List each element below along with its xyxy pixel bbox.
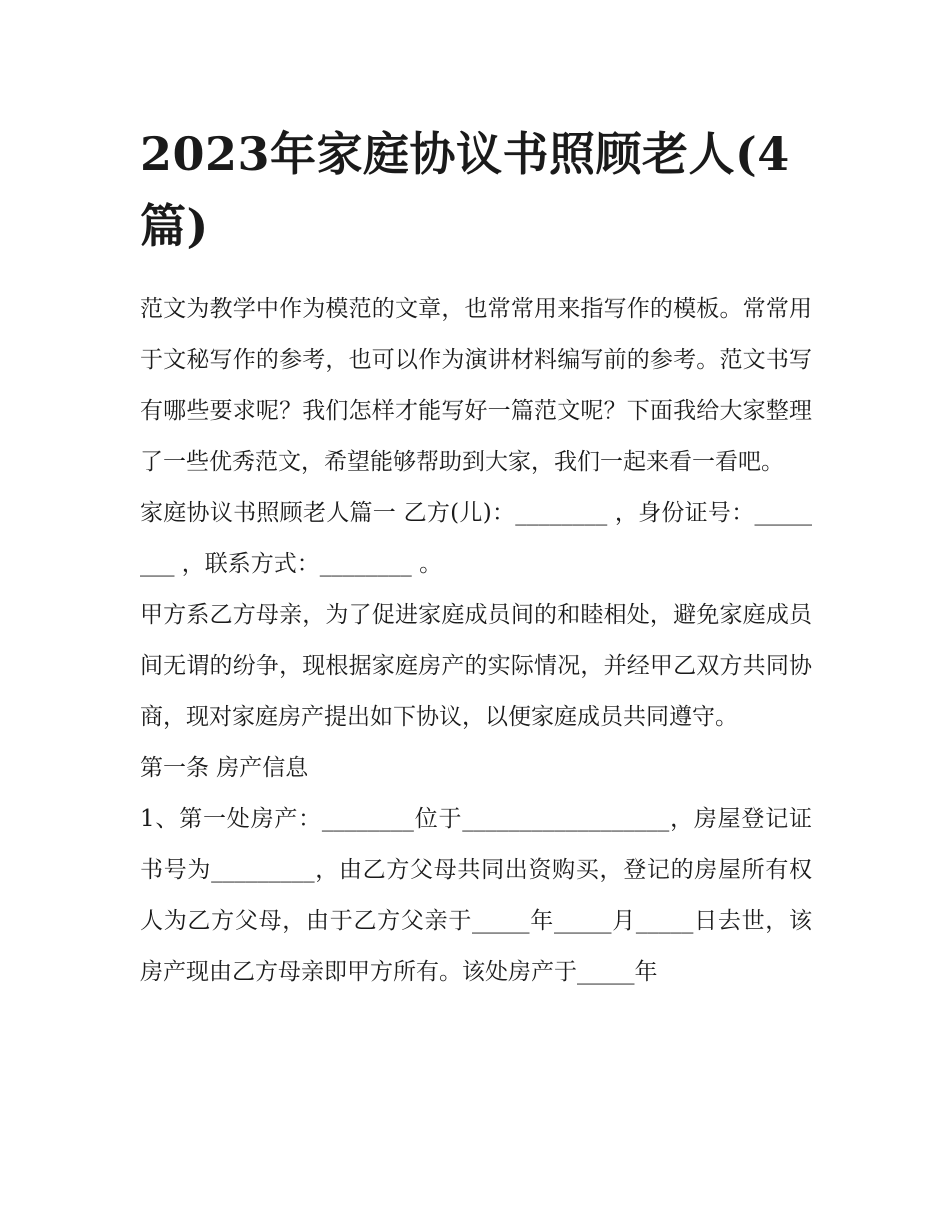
article-one-heading: 第一条 房产信息 — [140, 755, 309, 781]
party-b-info-paragraph: 家庭协议书照顾老人篇一 乙方(儿)：________ ，身份证号：________ ，联系方式：________ 。 — [140, 500, 812, 577]
document-page — [140, 118, 812, 998]
document-title: 2023年家庭协议书照顾老人(4篇) — [140, 127, 790, 253]
intro-paragraph: 范文为教学中作为模范的文章，也常常用来指写作的模板。常常用于文秘写作的参考，也可以作为演讲材料编写前的参考。范文书写有哪些要求呢？我们怎样才能写好一篇范文呢？下面我给大家整理了一些优秀范文，希望能够帮助到大家，我们一起来看一看吧。 — [140, 296, 812, 475]
first-property-paragraph: 1、第一处房产：________位于__________________，房屋登记证书号为_________，由乙方父母共同出资购买，登记的房屋所有权人为乙方父母，由于乙方父亲于_____年_____月_____日去世，该房产现由乙方母亲即甲方所有。该处房产于_____年 — [140, 806, 812, 985]
agreement-preamble-paragraph: 甲方系乙方母亲，为了促进家庭成员间的和睦相处，避免家庭成员间无谓的纷争，现根据家庭房产的实际情况，并经甲乙双方共同协商，现对家庭房产提出如下协议，以便家庭成员共同遵守。 — [140, 602, 812, 730]
